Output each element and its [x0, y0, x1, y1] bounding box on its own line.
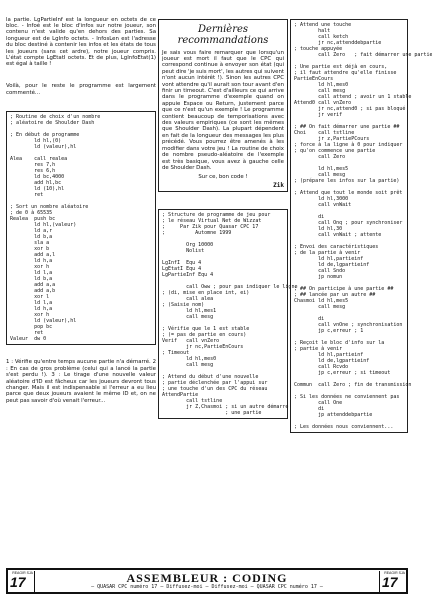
page-number-left-box	[8, 571, 35, 592]
mid-code-listing: ; Structure de programme de jeu pour ; le réseau Virtual Net de Wizzat ; Par Zik pour Quasar CPC 17 ; Automne 1999 Org 10000 Nolist LgInfI Equ 4 LgEtatI Equ 4 LgPartieInf Equ 4 call Oww ; pour pas indiquer le ligne ; (di, mise en place int, ei) call alea ; (Saisie nom) ld hl,mes1 call mesg ; Vérifie que le 1 est stable ; (= pas de partie en cours) Verif call vnZero jr nc,PartieEnCours ; Timeout ld hl,mes0 call mesg ; Attend du début d'une nouvelle ; partie déclenchée par l'appui sur ; une touche d'un des CPC du réseau AttendPartie call tstline jr Z,Chasmoi ; si un autre démarre ; une partie	[158, 209, 288, 419]
page-number-right-box	[379, 571, 406, 592]
recommendations-text: Je sais vous faire remarquer que lorsqu'un joueur est mort il faut que le CPC qui correspond continue à envoyer son état (qui peut dire 'je suis mort', les autres qui suivent n'ont aucun intérêt !). Sinon les autres CPC vont attendre qu'il aurait son tour avant d'en finir un timeout. C'est d'ailleurs ce qui arrive dans le programme d'exemple quand on appuie Espace ou Return, justement parce que ce n'est qu'un exemple ! Le programme contient beaucoup de temporisations avec des valeurs empiriques (ce sont les mêmes que Shoulder Dash). La plupart dépendent en fait de la longueur des messages les plus précédé. Vous pourrez être amenés à les modifier dans votre jeu ! La routine de choix de nombre pseudo-aléatoire de l'exemple est très basique, vous avez à gauche celle de Shoulder Dash.	[162, 49, 284, 171]
author: Zik	[273, 181, 284, 189]
column-right	[290, 4, 432, 447]
page-number-right: 17	[382, 574, 398, 590]
reagir-tag-left: REAGIR SJA	[12, 571, 33, 575]
column-left	[6, 4, 156, 417]
page-footer	[6, 568, 408, 594]
left-prose-2: Voilà, pour le reste le programme est largement commenté...	[6, 83, 156, 96]
left-prose-top: la partie. LgPartieInf est la longueur en octets de ce bloc. - Infoé est le bloc d'infos sur notre joueur, son contenu n'est valide qu'en dehors des parties. Sa longueur est de LgInfo octets. - InfosLen est l'adresse du bloc destiné à contenir les infos et les états de tous les joueurs (sans cet ardre), notre joueur compris. L'état compte LgEtatI octets. Et de plus, LgInfoEtat(1) est égal à taille !	[6, 16, 156, 68]
column-middle	[158, 4, 298, 433]
recommendations-box	[158, 19, 288, 192]
footer-subtitle: — QUASAR CPC numéro 17 — Diffusez-moi — Diffusez-moi — QUASAR CPC numéro 17 —	[91, 584, 323, 590]
recommendations-title: Dernières recommandations	[177, 23, 269, 46]
left-notes: 1 : Vérifie qu'entre temps aucune partie n'a démarré. 2 : En cas de gros problème (celui qui a lancé la partie s'est perdu !). 3 : Le tirage d'une nouvelle valeur aléatoire d'ID est fâcheux car les joueurs devront tous changer. Mais il est indispensable si l'erreur a eu lieu parce que deux joueurs avaient le même ID et, on ne peut pas savoir d'où venait l'erreur...	[6, 359, 156, 404]
reagir-tag-right: REAGIR SJA	[384, 571, 405, 575]
magazine-page	[6, 4, 432, 564]
sign-off: Sur ce, bon code !	[198, 174, 248, 181]
left-code-listing: ; Routine de choix d'un nombre ; aléatoire de Shoulder Dash ; En début de programme ld hl,(0) ld (valeur),hl Alea call realea res 7,h res 6,h ld bc,4000 add hl,bc ld (10),hl ret ; Sort un nombre aléatoire ; de 0 à 65535 Realea push bc ld hl,(valeur) ld a,r ld b,a sla a xor b add a,l ld h,a xor h ld l,a ld b,a add a,a add a,b xor l ld l,a ld h,a xor h ld (valeur),hl pop bc ret Valeur dw 0	[6, 111, 156, 345]
page-number-left: 17	[10, 574, 26, 590]
section-title: ASSEMBLEUR : CODING	[126, 571, 288, 585]
right-code-listing: ; Attend une touche halt call ketch jr nc,attenddebpartie ; touche appuyée call Zero ; fait démarrer une partie ; Une partie est déjà en cours, ; il faut attendre qu'elle finisse PartieEnCours ld hl,mes0 call mesg call attend ; avoir un 1 stable Attend0 call vnZero jr nc,attend0 ; si pas bloqué jr verif ; ## On fait démarrer une partie ## Choi call tstline jr z,PartiePCours ; force à la ligne à 0 pour indiquer ; qu'on commence une partie call Zero ld hl,mes5 call mesg ; (prépare les infos sur la partie) ; Attend que tout le monde soit prêt ld hl,3000 call vnWait di call Onq ; pour synchroniser ld hl,30 call vnWait ; attente ; Envoi des caractéristiques ; de la partie à venir ld hl,partieinf ld de,lgpartieinf call Sndo jp nomun ; ## On participe à une partie ## ; ## lancée par un autre ## Chasmoi ld hl,mes5 call mesg di call vnOne ; synchronisation jp c,erreur ; 1 ; Reçoit le bloc d'info sur la ; partie à venir ld hl,partieinf ld de,lgpartieinf call Rcvdo jp c,erreur ; si timeout Commun call Zero ; fin de transmission ; Si les données ne conviennent pas call One di jp attenddebpartie ; Les données nous conviennent...	[290, 19, 408, 433]
